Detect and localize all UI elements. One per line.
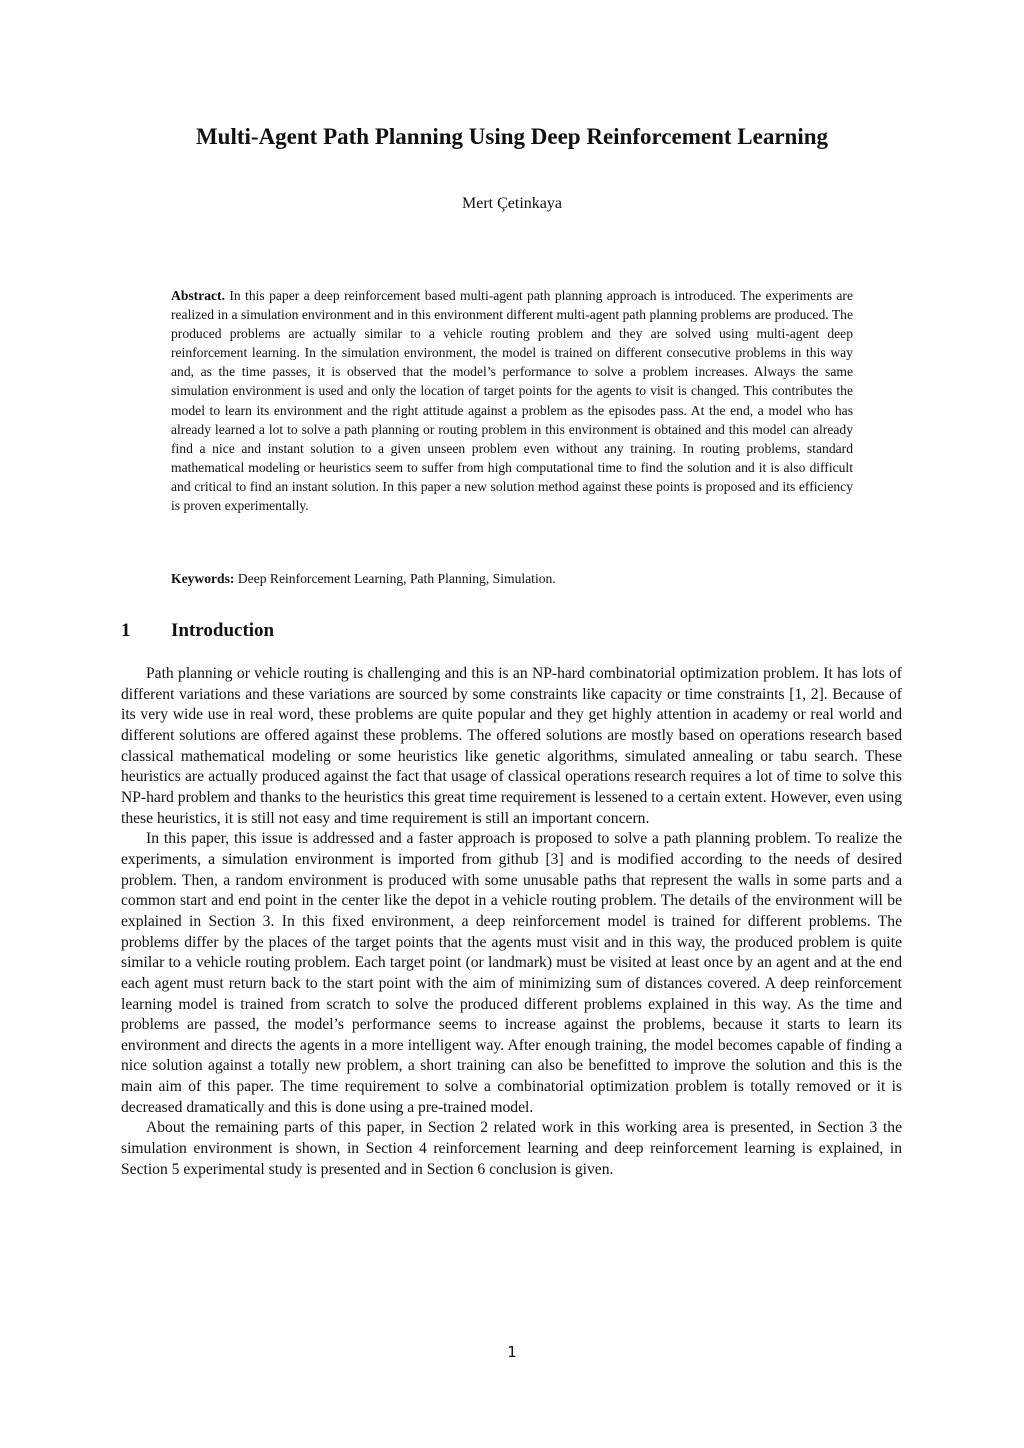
keywords-label: Keywords: [171, 571, 235, 586]
page-number: 1 [507, 1343, 517, 1361]
section-heading [121, 620, 274, 642]
section-body [121, 664, 902, 1180]
abstract-text: In this paper a deep reinforcement based multi-agent path planning approach is introduced. The experiments are realized in a simulation environment and in this environment different multi-agent path planning problems are produced. The produced problems are actually similar to a vehicle routing problem and they are solved using multi-agent deep reinforcement learning. In the simulation environment, the model is trained on different consecutive problems in this way and, as the time passes, it is observed that the model’s performance to solve a problem increases. Always the same simulation environment is used and only the location of target points for the agents to visit is changed. This contributes the model to learn its environment and the right attitude against a problem as the episodes pass. At the end, a model who has already learned a lot to solve a path planning or routing problem in this environment is obtained and this model can already find a nice and instant solution to a given unseen problem even without any training. In routing problems, standard mathematical modeling or heuristics seem to suffer from high computational time to find the solution and it is also difficult and critical to find an instant solution. In this paper a new solution method against these points is proposed and its efficiency is proven experimentally. [171, 288, 853, 514]
author-name: Mert Çetinkaya [462, 195, 562, 212]
body-paragraph: Path planning or vehicle routing is challenging and this is an NP-hard combinatorial optimization problem. It has lots of different variations and these variations are sourced by some constraints like capacity or time constraints [1, 2]. Because of its very wide use in real word, these problems are quite popular and they get highly attention in academy or real world and different solutions are offered against these problems. The offered solutions are mostly based on operations research based classical mathematical modeling or some heuristics like genetic algorithms, simulated annealing or tabu search. These heuristics are actually produced against the fact that usage of classical operations research requires a lot of time to solve this NP-hard problem and thanks to the heuristics this great time requirement is lessened to a certain extent. However, even using these heuristics, it is still not easy and time requirement is still an important concern. [121, 665, 902, 827]
body-paragraph: About the remaining parts of this paper, in Section 2 related work in this working area is presented, in Section 3 the simulation environment is shown, in Section 4 reinforcement learning and deep reinforcement learning is explained, in Section 5 experimental study is presented and in Section 6 conclusion is given. [121, 1119, 902, 1178]
keywords-text: Deep Reinforcement Learning, Path Planning, Simulation. [237, 571, 556, 586]
abstract [171, 286, 853, 515]
body-paragraph: In this paper, this issue is addressed and a faster approach is proposed to solve a path planning problem. To realize the experiments, a simulation environment is imported from github [3] and is modified according to the needs of desired problem. Then, a random environment is produced with some unusable paths that represent the walls in some parts and a common start and end point in the center like the depot in a vehicle routing problem. The details of the environment will be explained in Section 3. In this fixed environment, a deep reinforcement model is trained for different problems. The problems differ by the places of the target points that the agents must visit and in this way, the produced problem is quite similar to a vehicle routing problem. Each target point (or landmark) must be visited at least once by an agent and at the end each agent must return back to the start point with the aim of minimizing sum of distances covered. A deep reinforcement learning model is trained from scratch to solve the produced different problems explained in this way. As the time and problems are passed, the model’s performance seems to increase against the problems, because it starts to learn its environment and directs the agents in a more intelligent way. After enough training, the model becomes capable of finding a nice solution against a totally new problem, a short training can also be benefitted to improve the solution and this is the main aim of this paper. The time requirement to solve a combinatorial optimization problem is totally removed or it is decreased dramatically and this is done using a pre-trained model. [121, 830, 902, 1116]
section-number: 1 [121, 620, 131, 641]
paper-title: Multi-Agent Path Planning Using Deep Reinforcement Learning [195, 124, 829, 149]
abstract-label: Abstract. [171, 288, 225, 303]
section-title: Introduction [171, 620, 275, 641]
keywords [171, 569, 853, 588]
